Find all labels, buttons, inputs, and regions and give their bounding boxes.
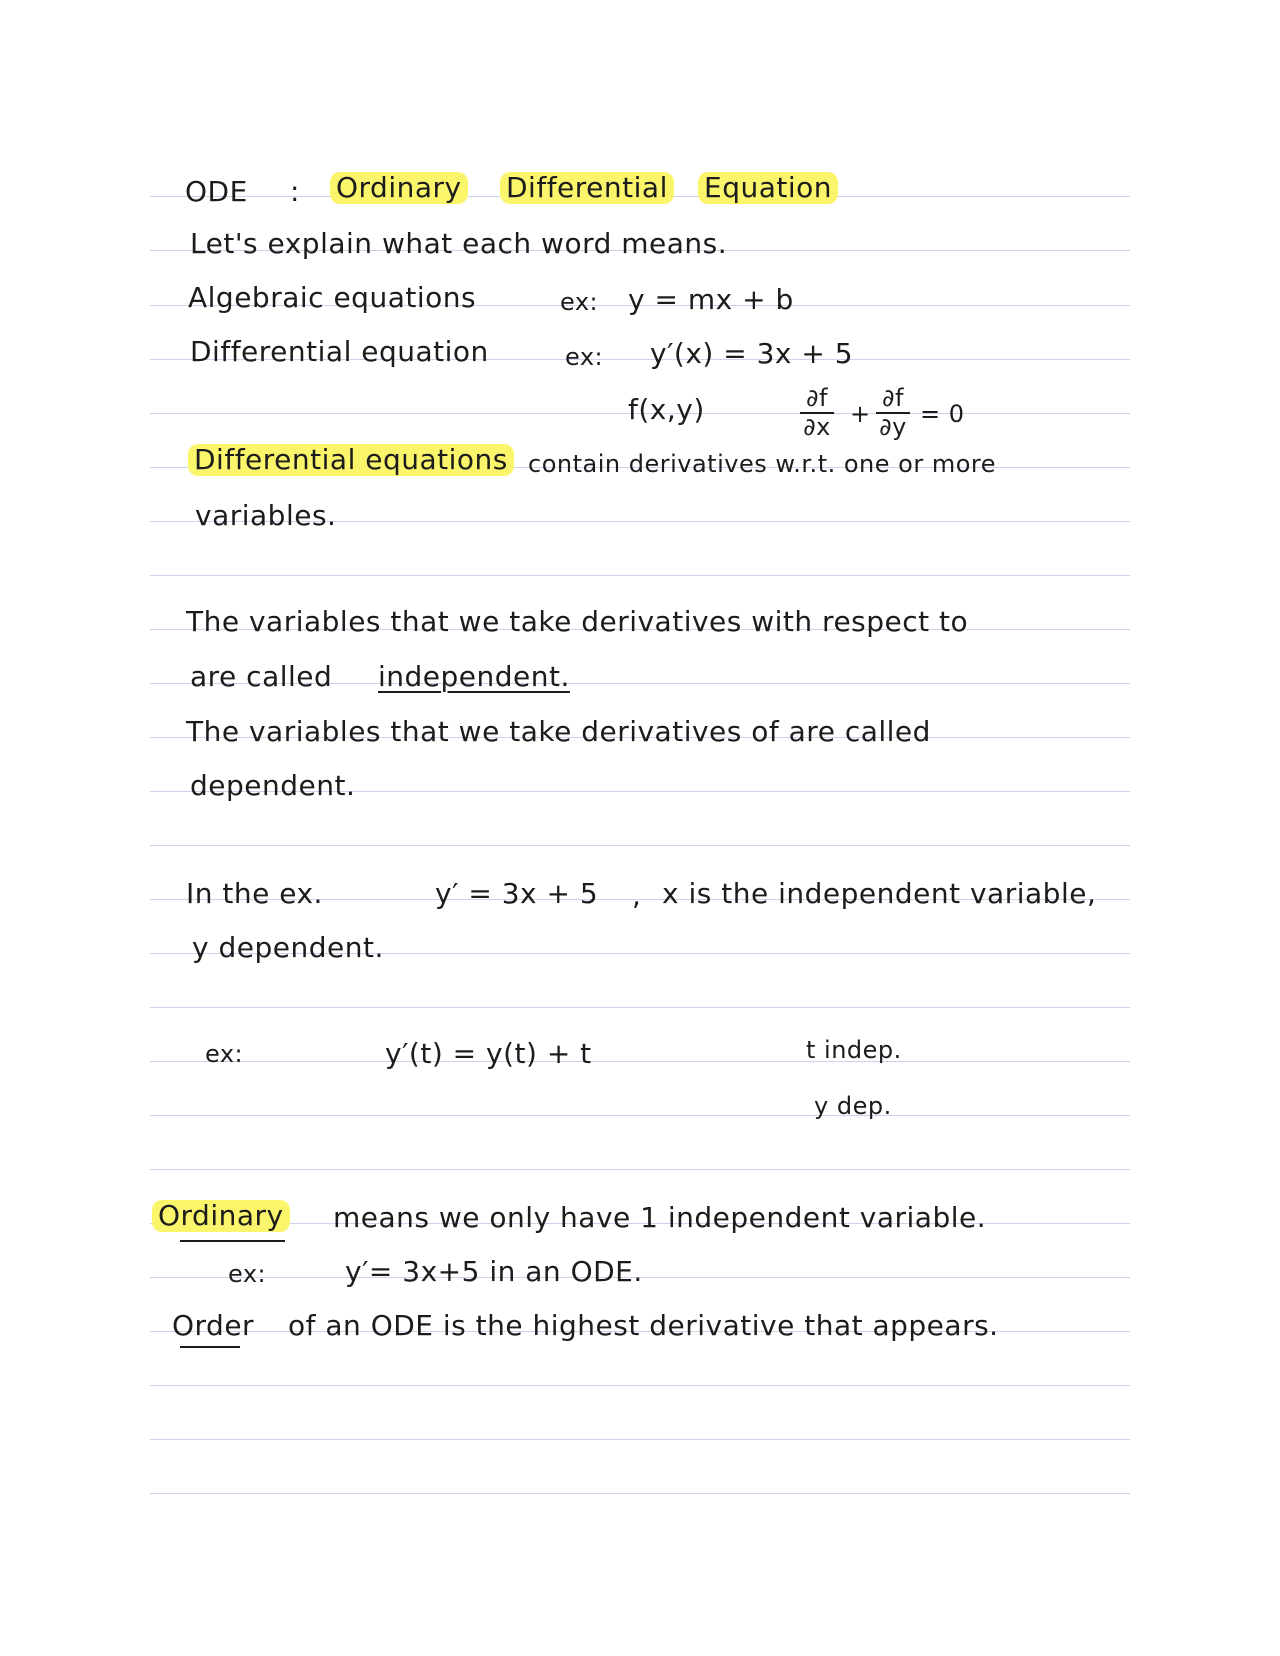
ruled-line	[150, 845, 1130, 846]
algebraic-ex: ex:	[560, 288, 599, 316]
algebraic-eq: y = mx + b	[628, 283, 794, 316]
intro-sentence: Let's explain what each word means.	[190, 227, 728, 260]
colon: :	[290, 175, 300, 208]
definition-text-end: variables.	[195, 499, 337, 532]
highlight-equation: Equation	[698, 172, 838, 204]
ode-abbrev: ODE	[185, 175, 248, 208]
differential-eq: y′(x) = 3x + 5	[650, 337, 854, 370]
algebraic-label: Algebraic equations	[188, 281, 477, 314]
example-comma: ,	[632, 879, 642, 912]
y-dependent: y dependent.	[192, 931, 384, 964]
underline-mark	[180, 1240, 285, 1242]
function-fxy: f(x,y)	[628, 393, 705, 426]
example-eq: y′ = 3x + 5	[435, 877, 599, 910]
partial-fraction-y	[876, 386, 910, 440]
highlight-differential: Differential	[500, 172, 674, 204]
example2-eq: y′(t) = y(t) + t	[385, 1037, 592, 1070]
ruled-line	[150, 1007, 1130, 1008]
example-intro: In the ex.	[186, 877, 323, 910]
are-called: are called	[190, 660, 333, 693]
highlight-ordinary: Ordinary	[330, 172, 468, 204]
independent-term: independent.	[378, 660, 570, 693]
ruled-line	[150, 1115, 1130, 1116]
denominator-dy: ∂y	[879, 413, 907, 442]
equals-zero: = 0	[920, 400, 965, 428]
numerator-df: ∂f	[806, 384, 828, 412]
plus-sign: +	[850, 400, 871, 428]
example3-eq: y′= 3x+5 in an ODE.	[345, 1255, 643, 1288]
highlight-differential-equations: Differential equations	[188, 444, 514, 476]
dependent-term: dependent.	[190, 769, 356, 802]
highlight-ordinary-definition: Ordinary	[152, 1200, 290, 1232]
differential-ex: ex:	[565, 343, 604, 371]
partial-fraction-x	[800, 386, 834, 440]
order-term: Order	[172, 1309, 255, 1342]
ordinary-definition: means we only have 1 independent variable.	[333, 1201, 987, 1234]
ruled-line	[150, 1061, 1130, 1062]
definition-text: contain derivatives w.r.t. one or more	[528, 450, 996, 478]
underline-mark	[180, 1346, 240, 1348]
t-indep: t indep.	[806, 1036, 902, 1064]
ruled-line	[150, 575, 1130, 576]
independent-definition: The variables that we take derivatives with respect to	[186, 605, 969, 638]
example2-label: ex:	[205, 1040, 244, 1068]
dependent-definition: The variables that we take derivatives of are called	[186, 715, 931, 748]
ruled-line	[150, 1439, 1130, 1440]
example-explanation: x is the independent variable,	[662, 877, 1097, 910]
ruled-line	[150, 1493, 1130, 1494]
differential-label: Differential equation	[190, 335, 489, 368]
ruled-line	[150, 1385, 1130, 1386]
numerator-df: ∂f	[882, 384, 904, 412]
order-definition: of an ODE is the highest derivative that appears.	[288, 1309, 999, 1342]
ruled-line	[150, 1169, 1130, 1170]
denominator-dx: ∂x	[803, 413, 831, 442]
y-dep: y dep.	[814, 1092, 892, 1120]
example3-label: ex:	[228, 1260, 267, 1288]
